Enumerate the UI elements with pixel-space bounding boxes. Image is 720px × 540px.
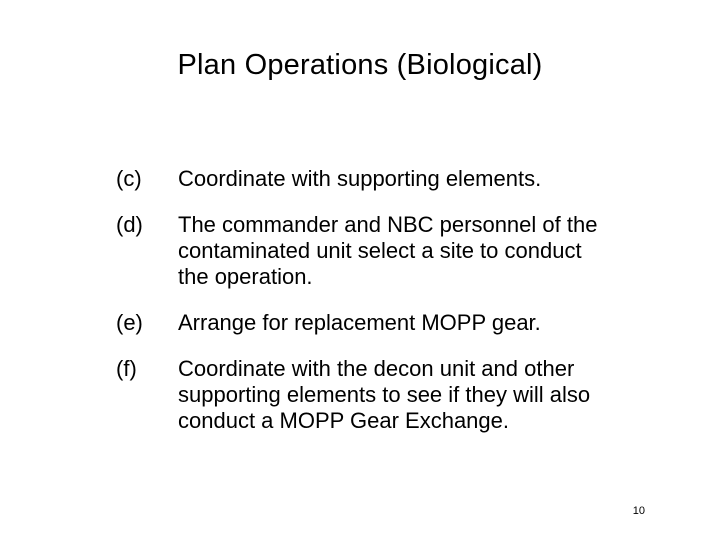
item-marker: (e)	[116, 310, 143, 335]
item-marker: (c)	[116, 166, 142, 191]
item-marker: (d)	[116, 212, 143, 237]
list-item-c	[116, 166, 636, 192]
list-item-d	[116, 212, 636, 290]
list-item-e	[116, 310, 636, 336]
item-text: Coordinate with supporting elements.	[178, 166, 542, 191]
list-item-f	[116, 356, 636, 434]
page-number: 10	[632, 505, 645, 517]
item-text: Arrange for replacement MOPP gear.	[178, 310, 541, 335]
item-text: The commander and NBC personnel of the contaminated unit select a site to conduct the operation.	[178, 212, 598, 289]
item-text: Coordinate with the decon unit and other supporting elements to see if they will also conduct a MOPP Gear Exchange.	[178, 356, 591, 433]
item-list	[116, 166, 636, 434]
slide-title: Plan Operations (Biological)	[177, 49, 543, 81]
item-marker: (f)	[116, 356, 137, 381]
